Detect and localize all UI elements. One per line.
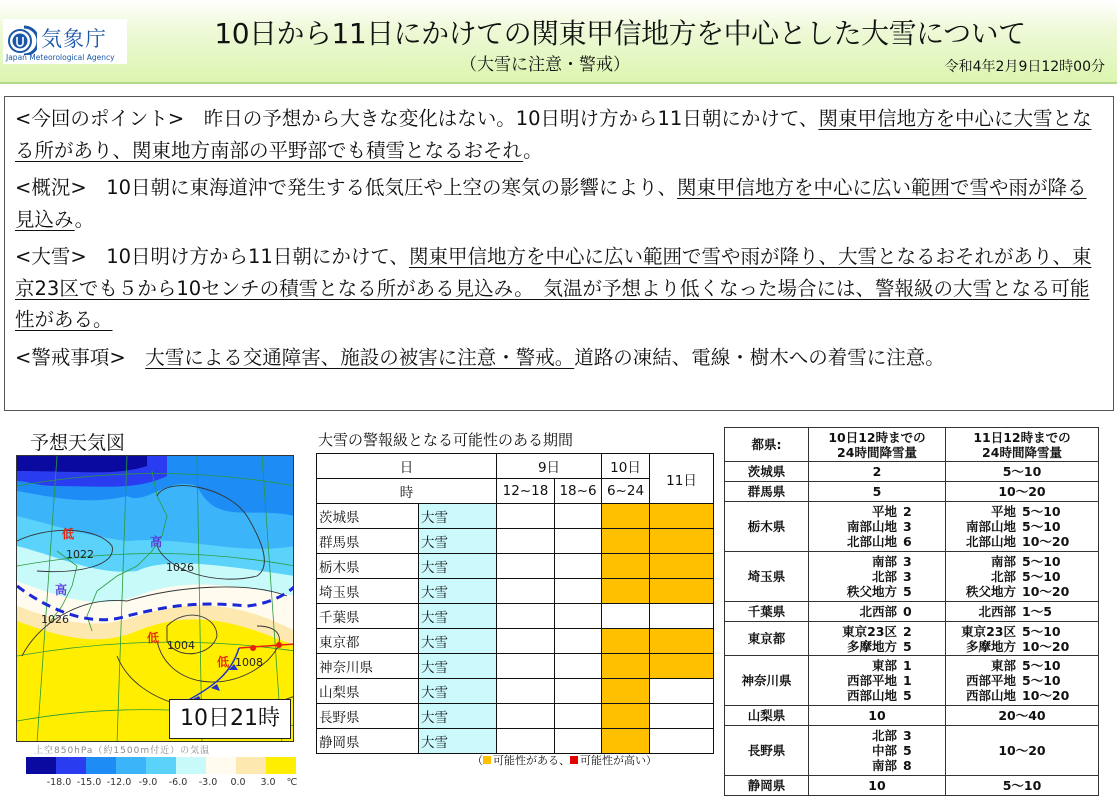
table-row (317, 604, 714, 629)
period-slot-cell (555, 579, 602, 604)
prefecture-cell: 埼玉県 (317, 579, 419, 604)
period-slot-cell (497, 679, 555, 704)
map-time-label: 10日21時 (169, 699, 291, 739)
page-subtitle: （大雪に注意・警戒） (460, 55, 630, 75)
area-value: 5 (903, 743, 912, 758)
weather-map-title: 予想天気図 (30, 432, 126, 454)
issue-date: 令和4年2月9日12時00分 (944, 59, 1105, 75)
area-value: 5～10 (1022, 504, 1061, 519)
prefecture-cell: 千葉県 (725, 602, 809, 622)
period-slot-cell (602, 604, 650, 629)
table-row (725, 776, 1099, 796)
legend-swatch (176, 757, 206, 774)
area-name: 南部山地 (846, 519, 897, 534)
amount-cell (809, 622, 946, 656)
period-slot-cell (497, 704, 555, 729)
amount-cell: 10 (809, 706, 946, 726)
area-name: 東京23区 (842, 623, 897, 639)
period-legend (472, 752, 657, 768)
svg-text:低: 低 (62, 527, 75, 541)
legend-swatch (236, 757, 266, 774)
legend-tick: 0.0 (230, 777, 246, 788)
area-name: 西部山地 (846, 688, 897, 703)
legend-tick: -6.0 (168, 777, 188, 788)
area-value: 1～5 (1022, 604, 1052, 619)
phenomenon-cell: 大雪 (419, 679, 497, 704)
amount-cell (809, 552, 946, 602)
table-row (317, 629, 714, 654)
table-row (725, 622, 1099, 656)
area-value: 5～10 (1022, 554, 1061, 569)
header-hour-2: 18~6 (555, 479, 602, 504)
period-slot-cell (650, 504, 714, 529)
amount-cell (809, 726, 946, 776)
point-heavy-snow-emphasis: 関東甲信地方を中心に広い範囲で雪や雨が降り、大雪となるおそれがあり、東京23区でも５から10センチの積雪となる所がある見込み。 気温が予想より低くなった場合には、警報級の大雪となる可能性がある。 (15, 245, 1092, 331)
table-row (317, 679, 714, 704)
area-value: 3 (903, 728, 912, 743)
area-value: 10～20 (1022, 584, 1070, 599)
header-day: 日 (317, 454, 497, 479)
phenomenon-cell: 大雪 (419, 529, 497, 554)
legend-swatch (116, 757, 146, 774)
header-banner (0, 0, 1117, 84)
warning-period-table (316, 453, 714, 754)
table-row (317, 554, 714, 579)
area-name: 西部山地 (965, 688, 1016, 703)
area-name: 東京23区 (961, 623, 1016, 639)
area-name: 東部 (990, 658, 1016, 673)
prefecture-cell: 茨城県 (725, 462, 809, 482)
period-slot-cell (650, 654, 714, 679)
area-name: 多摩地方 (965, 638, 1016, 654)
temperature-legend-bar (26, 757, 296, 774)
area-value: 1 (903, 673, 912, 688)
amount-cell: 5～10 (946, 776, 1099, 796)
phenomenon-cell: 大雪 (419, 604, 497, 629)
period-slot-cell (555, 654, 602, 679)
point-overview-emphasis: 関東甲信地方を中心に広い範囲で雪や雨が降る見込み (15, 176, 1087, 231)
area-name: 北西部 (859, 604, 897, 619)
point-heavy-snow-label: <大雪> (15, 245, 87, 268)
table-row (317, 504, 714, 529)
svg-text:1004: 1004 (167, 639, 195, 652)
amount-cell: 5～10 (946, 462, 1099, 482)
period-slot-cell (602, 504, 650, 529)
period-slot-cell (555, 704, 602, 729)
table-row (725, 482, 1099, 502)
legend-tick: -12.0 (106, 777, 132, 788)
logo-subtext: Japan Meteorological Agency (6, 53, 115, 62)
prefecture-cell: 長野県 (317, 704, 419, 729)
area-value: 3 (903, 519, 912, 534)
period-slot-cell (497, 554, 555, 579)
amount-cell (946, 502, 1099, 552)
svg-text:1026: 1026 (41, 613, 69, 626)
jma-logo-icon (7, 25, 37, 55)
phenomenon-cell: 大雪 (419, 504, 497, 529)
period-slot-cell (497, 529, 555, 554)
phenomenon-cell: 大雪 (419, 629, 497, 654)
legend-swatch (146, 757, 176, 774)
period-slot-cell (555, 729, 602, 754)
header-hour-1: 12~18 (497, 479, 555, 504)
weather-map[interactable] (16, 455, 294, 742)
area-name: 北部山地 (965, 534, 1016, 549)
period-slot-cell (555, 679, 602, 704)
area-name: 中部 (871, 743, 897, 758)
prefecture-cell: 埼玉県 (725, 552, 809, 602)
legend-swatch (86, 757, 116, 774)
amount-cell (946, 552, 1099, 602)
period-slot-cell (602, 529, 650, 554)
table-row (725, 552, 1099, 602)
point-summary-label: <今回のポイント> (15, 107, 185, 130)
svg-text:1026: 1026 (166, 561, 194, 574)
area-name: 南部 (871, 758, 897, 773)
table-row (725, 602, 1099, 622)
prefecture-cell: 神奈川県 (725, 656, 809, 706)
snowfall-amount-table (724, 427, 1099, 796)
key-points-box (4, 96, 1114, 411)
table-row (725, 462, 1099, 482)
amount-cell: 5 (809, 482, 946, 502)
point-summary-end: 。 (523, 138, 543, 162)
period-slot-cell (602, 579, 650, 604)
phenomenon-cell: 大雪 (419, 554, 497, 579)
period-slot-cell (555, 554, 602, 579)
table-row (317, 654, 714, 679)
legend-tick: -18.0 (46, 777, 72, 788)
legend-high: 可能性が高い） (580, 754, 657, 767)
area-name: 平地 (871, 504, 897, 519)
period-slot-cell (602, 554, 650, 579)
area-value: 3 (903, 569, 912, 584)
header-amount-10th-line2: 24時間降雪量 (837, 444, 917, 460)
high-swatch-icon (570, 756, 578, 764)
prefecture-cell: 千葉県 (317, 604, 419, 629)
period-slot-cell (497, 504, 555, 529)
page-title: 10日から11日にかけての関東甲信地方を中心とした大雪について (214, 17, 1026, 50)
point-overview-text: 10日朝に東海道沖で発生する低気圧や上空の寒気の影響により、 (86, 176, 678, 199)
period-slot-cell (555, 604, 602, 629)
header-day11: 11日 (650, 454, 714, 504)
temperature-legend-caption: 上空850hPa（約1500m付近）の気温 (34, 746, 211, 756)
area-name: 西部平地 (965, 673, 1016, 688)
logo-text: 気象庁 (41, 27, 107, 51)
table-row (317, 704, 714, 729)
period-slot-cell (497, 604, 555, 629)
phenomenon-cell: 大雪 (419, 654, 497, 679)
svg-text:高: 高 (150, 535, 163, 549)
temperature-legend-ticks (26, 777, 301, 789)
prefecture-cell: 群馬県 (317, 529, 419, 554)
period-slot-cell (497, 729, 555, 754)
table-row (317, 579, 714, 604)
area-value: 5～10 (1022, 658, 1061, 673)
header-prefecture: 都県: (725, 428, 809, 462)
prefecture-cell: 東京都 (725, 622, 809, 656)
point-overview (15, 172, 1103, 235)
period-slot-cell (650, 579, 714, 604)
legend-tick: 3.0 (260, 777, 276, 788)
period-slot-cell (650, 679, 714, 704)
legend-tick: -9.0 (138, 777, 158, 788)
table-row (317, 729, 714, 754)
prefecture-cell: 栃木県 (317, 554, 419, 579)
period-slot-cell (650, 529, 714, 554)
period-slot-cell (650, 704, 714, 729)
area-name: 北部 (871, 569, 897, 584)
header-amount-11th (946, 428, 1099, 462)
period-slot-cell (555, 529, 602, 554)
amount-cell (809, 656, 946, 706)
svg-text:高: 高 (55, 583, 68, 597)
point-summary-emphasis: 関東甲信地方を中心に大雪となる所があり、関東地方南部の平野部でも積雪となるおそれ (15, 107, 1092, 162)
point-heavy-snow (15, 241, 1103, 336)
header-amount-10th (809, 428, 946, 462)
period-slot-cell (602, 679, 650, 704)
amount-cell (946, 656, 1099, 706)
area-name: 秩父地方 (846, 584, 897, 599)
period-slot-cell (497, 629, 555, 654)
period-slot-cell (602, 629, 650, 654)
legend-swatch (26, 757, 56, 774)
svg-text:1022: 1022 (66, 548, 94, 561)
area-value: 5～10 (1022, 569, 1061, 584)
header-amount-11th-line2: 24時間降雪量 (982, 444, 1062, 460)
area-value: 2 (903, 504, 912, 519)
area-name: 平地 (990, 504, 1016, 519)
prefecture-cell: 群馬県 (725, 482, 809, 502)
header-hour-3: 6~24 (602, 479, 650, 504)
svg-text:低: 低 (217, 655, 230, 669)
period-slot-cell (650, 629, 714, 654)
period-slot-cell (602, 729, 650, 754)
phenomenon-cell: 大雪 (419, 729, 497, 754)
area-value: 5 (903, 638, 912, 654)
header-hour: 時 (317, 479, 497, 504)
amount-cell (809, 502, 946, 552)
area-value: 10～20 (1022, 688, 1070, 703)
area-name: 北部 (871, 728, 897, 743)
prefecture-cell: 静岡県 (725, 776, 809, 796)
amount-cell: 10～20 (946, 726, 1099, 776)
phenomenon-cell: 大雪 (419, 704, 497, 729)
legend-possible: 可能性がある、 (493, 754, 570, 767)
legend-tick: ℃ (286, 777, 298, 788)
period-slot-cell (497, 579, 555, 604)
area-name: 西部平地 (846, 673, 897, 688)
period-slot-cell (650, 554, 714, 579)
amount-cell: 10～20 (946, 482, 1099, 502)
possible-swatch-icon (483, 756, 491, 764)
period-slot-cell (650, 604, 714, 629)
area-value: 10～20 (1022, 638, 1070, 654)
prefecture-cell: 茨城県 (317, 504, 419, 529)
area-value: 5 (903, 584, 912, 599)
point-overview-end: 。 (74, 207, 95, 231)
prefecture-cell: 山梨県 (317, 679, 419, 704)
point-warnings-text: 道路の凍結、電線・樹木への着雪に注意。 (574, 345, 945, 369)
area-value: 5～10 (1022, 623, 1061, 639)
header-day10: 10日 (602, 454, 650, 479)
period-slot-cell (650, 729, 714, 754)
legend-tick: -15.0 (76, 777, 102, 788)
table-row (725, 726, 1099, 776)
area-name: 秩父地方 (965, 584, 1016, 599)
amount-cell (809, 602, 946, 622)
table-row (725, 656, 1099, 706)
period-table-title: 大雪の警報級となる可能性のある期間 (318, 431, 574, 449)
area-value: 1 (903, 658, 912, 673)
area-name: 南部 (990, 554, 1016, 569)
phenomenon-cell: 大雪 (419, 579, 497, 604)
header-day9: 9日 (497, 454, 602, 479)
point-heavy-snow-text: 10日明け方から11日朝にかけて、 (86, 245, 409, 268)
period-slot-cell (497, 654, 555, 679)
header-amount-10th-line1: 10日12時までの (828, 429, 926, 445)
point-summary (15, 103, 1103, 166)
area-value: 8 (903, 758, 912, 773)
period-slot-cell (555, 629, 602, 654)
area-value: 5～10 (1022, 673, 1061, 688)
area-name: 北部山地 (846, 534, 897, 549)
point-warnings (15, 342, 1103, 374)
area-name: 南部 (871, 554, 897, 569)
legend-swatch (266, 757, 296, 774)
prefecture-cell: 栃木県 (725, 502, 809, 552)
area-name: 東部 (871, 658, 897, 673)
table-row (725, 502, 1099, 552)
jma-logo[interactable] (3, 19, 127, 64)
area-name: 北西部 (978, 604, 1016, 619)
prefecture-cell: 山梨県 (725, 706, 809, 726)
legend-open: （ (472, 754, 483, 767)
area-name: 多摩地方 (846, 638, 897, 654)
point-overview-label: <概況> (15, 176, 87, 199)
amount-cell: 20～40 (946, 706, 1099, 726)
svg-text:1008: 1008 (235, 656, 263, 669)
prefecture-cell: 長野県 (725, 726, 809, 776)
amount-cell: 10 (809, 776, 946, 796)
legend-swatch (206, 757, 236, 774)
point-warnings-emphasis: 大雪による交通障害、施設の被害に注意・警戒。 (145, 345, 575, 369)
area-name: 北部 (990, 569, 1016, 584)
prefecture-cell: 東京都 (317, 629, 419, 654)
area-value: 5 (903, 688, 912, 703)
legend-swatch (56, 757, 86, 774)
area-value: 2 (903, 623, 912, 639)
point-summary-text: 昨日の予想から大きな変化はない。10日明け方から11日朝にかけて、 (184, 107, 819, 130)
prefecture-cell: 神奈川県 (317, 654, 419, 679)
area-value: 6 (903, 534, 912, 549)
amount-cell (946, 602, 1099, 622)
svg-text:低: 低 (147, 631, 160, 645)
area-value: 5～10 (1022, 519, 1061, 534)
period-slot-cell (555, 504, 602, 529)
period-slot-cell (602, 654, 650, 679)
amount-cell: 2 (809, 462, 946, 482)
legend-tick: -3.0 (198, 777, 218, 788)
area-value: 0 (903, 604, 912, 619)
area-value: 10～20 (1022, 534, 1070, 549)
point-warnings-label: <警戒事項> (15, 345, 126, 369)
amount-cell (946, 622, 1099, 656)
area-value: 3 (903, 554, 912, 569)
table-row (725, 706, 1099, 726)
period-slot-cell (602, 704, 650, 729)
prefecture-cell: 静岡県 (317, 729, 419, 754)
header-amount-11th-line1: 11日12時までの (973, 429, 1071, 445)
area-name: 南部山地 (965, 519, 1016, 534)
table-row (317, 529, 714, 554)
